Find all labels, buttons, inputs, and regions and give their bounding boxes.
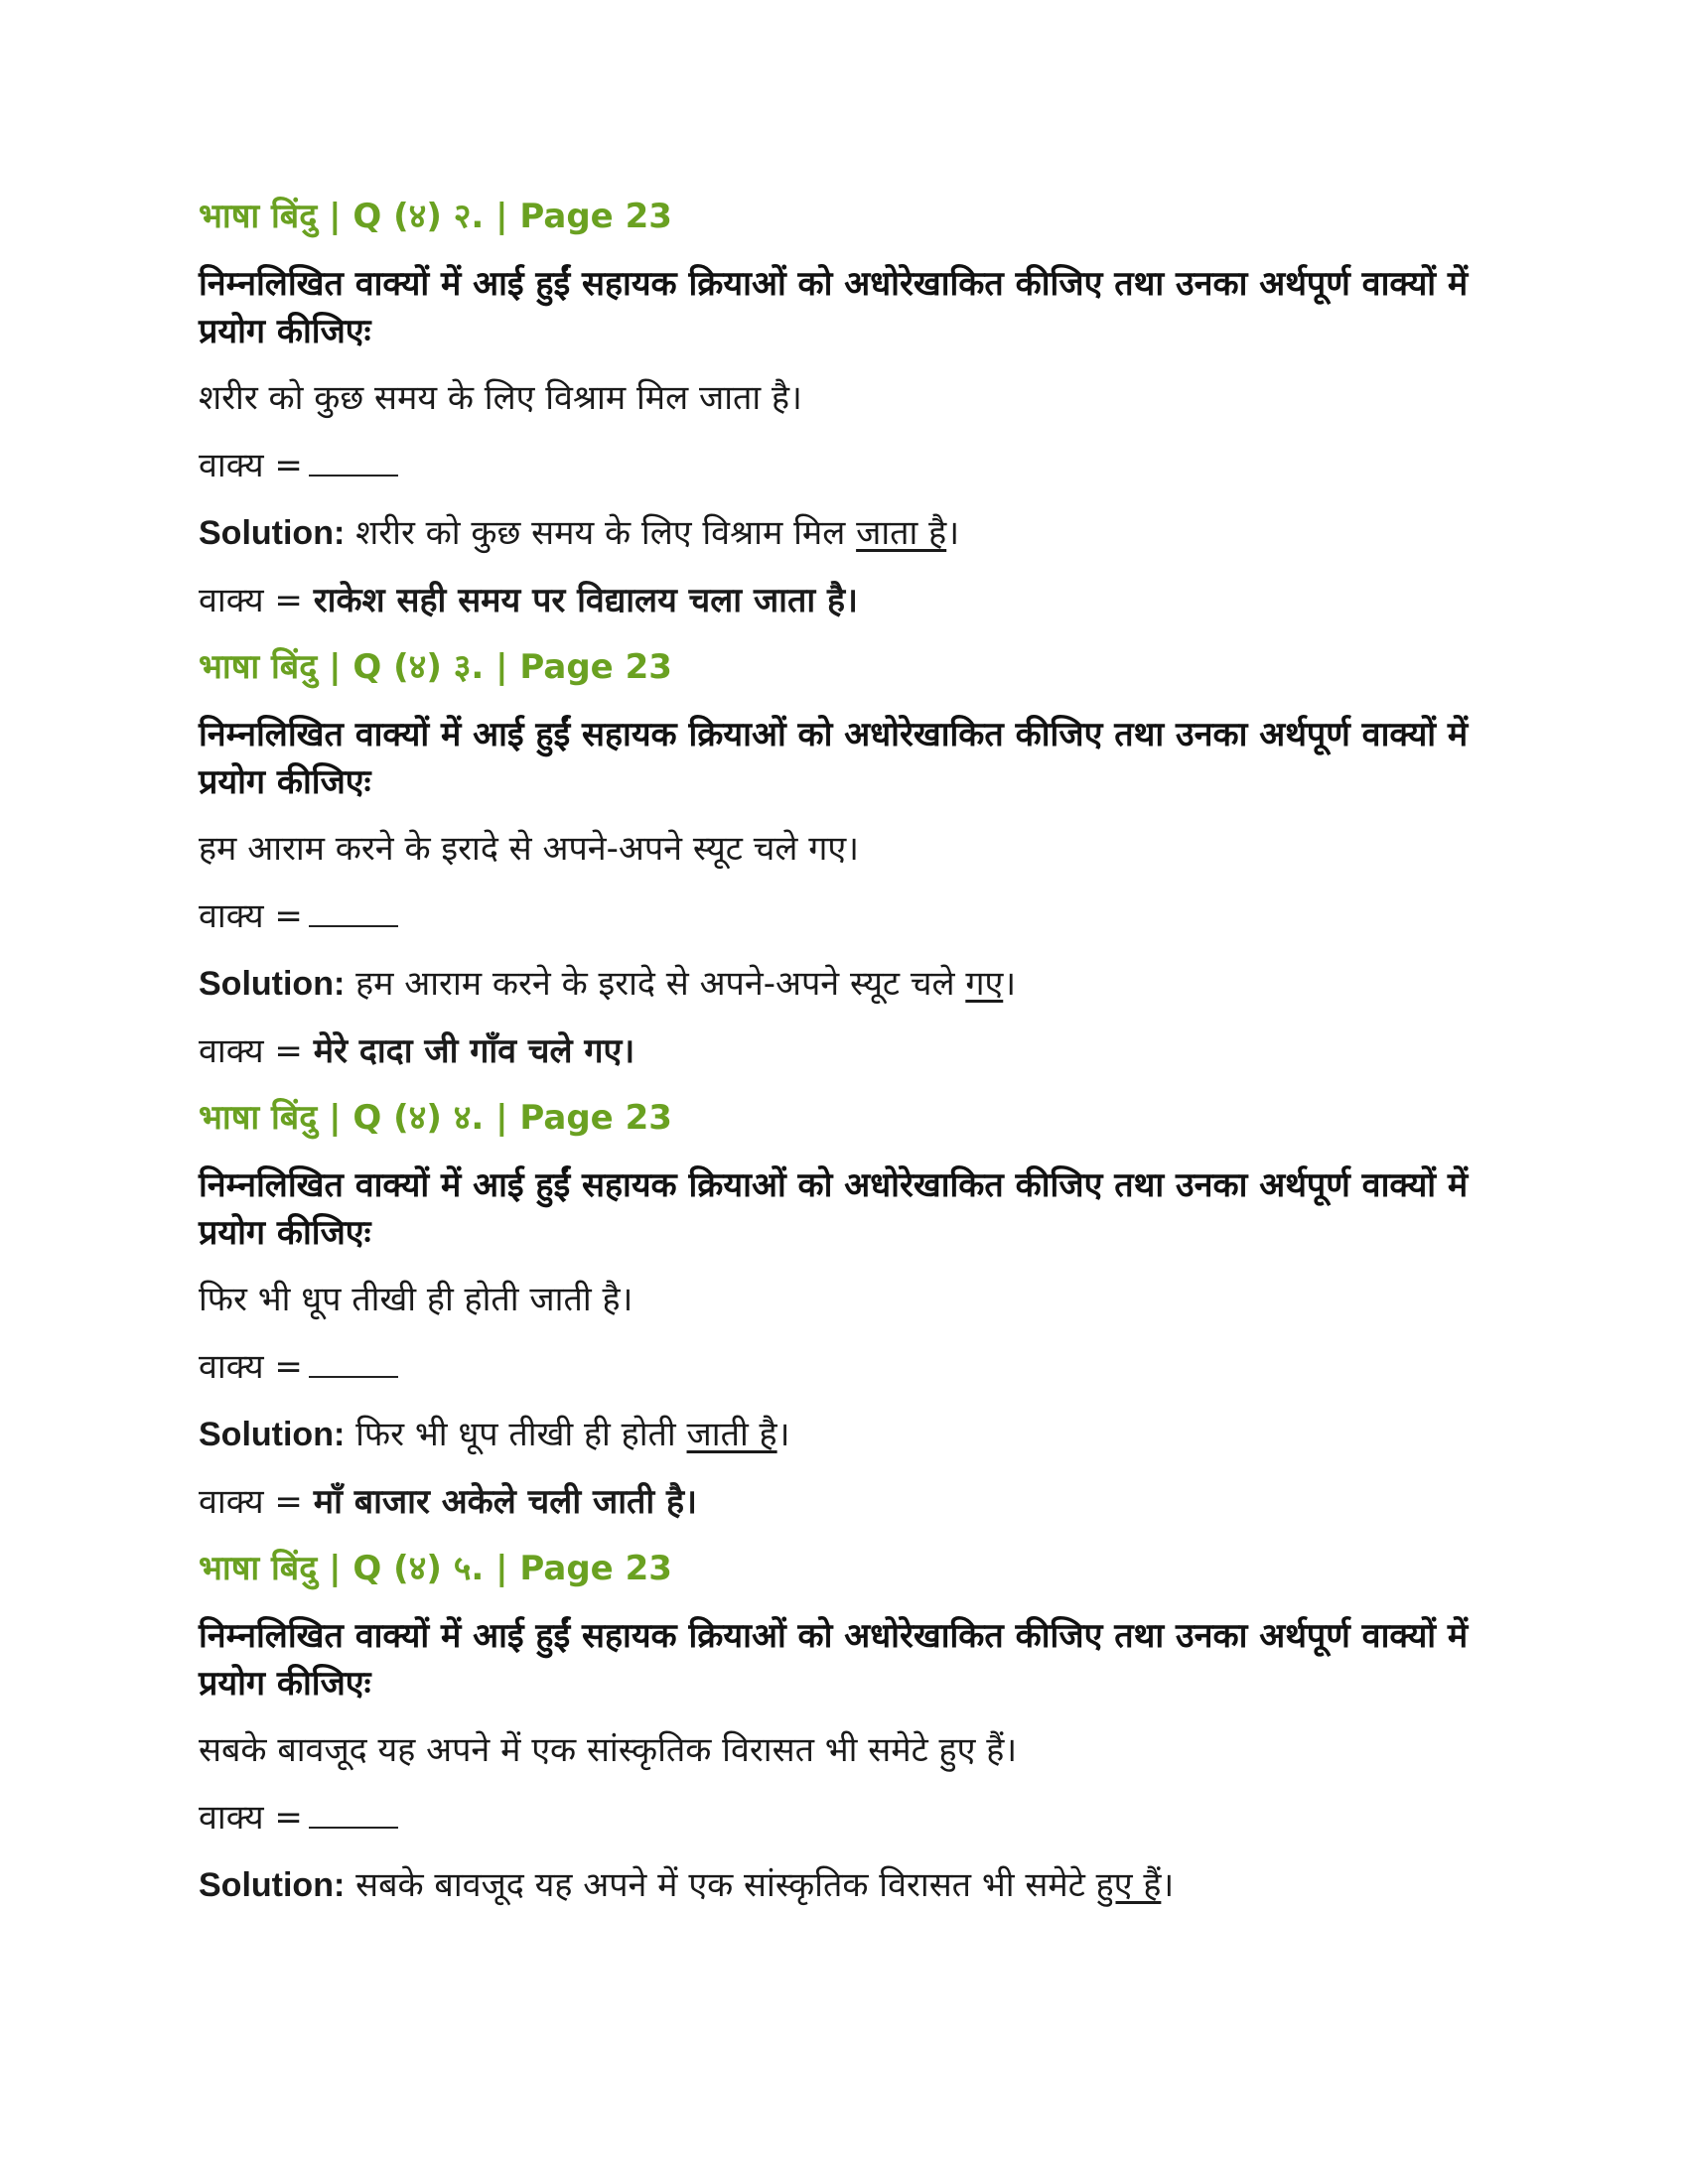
question-heading: भाषा बिंदु | Q (४) ५. | Page 23 (199, 1549, 672, 1588)
answer-label: वाक्य = (199, 1031, 303, 1071)
vakya-blank-line (199, 1795, 1489, 1841)
question-heading: भाषा बिंदु | Q (४) २. | Page 23 (199, 197, 672, 236)
question-heading: भाषा बिंदु | Q (४) ४. | Page 23 (199, 1098, 672, 1138)
answer-label: वाक्य = (199, 1482, 303, 1522)
question-instruction: निम्नलिखित वाक्यों में आई हुईं सहायक क्रियाओं को अधोरेखाकित कीजिए तथा उनका अर्थपूर्ण वाक्यों में प्रयोग कीजिएः (199, 1616, 1469, 1704)
answer-blank (309, 1797, 398, 1829)
answer-sentence: मेरे दादा जी गाँव चले गए। (313, 1031, 635, 1071)
question-sentence: हम आराम करने के इरादे से अपने-अपने स्यूट चले गए। (199, 829, 860, 869)
question-block (199, 195, 1489, 623)
question-block (199, 645, 1489, 1074)
vakya-blank-line (199, 443, 1489, 488)
vakya-label: वाक्य = (199, 896, 303, 936)
underlined-auxiliary-verb: जाती है (686, 1415, 777, 1454)
question-block (199, 1547, 1489, 1908)
solution-end: । (776, 1415, 790, 1454)
answer-line (199, 1028, 1489, 1074)
underlined-auxiliary-verb: हुए हैं (1095, 1865, 1162, 1905)
solution-text: शरीर को कुछ समय के लिए विश्राम मिल (355, 513, 846, 553)
vakya-label: वाक्य = (199, 1798, 303, 1838)
answer-label: वाक्य = (199, 581, 303, 620)
solution-line (199, 510, 1489, 556)
solution-label: Solution: (199, 965, 346, 1003)
document-page (199, 195, 1489, 1930)
answer-sentence: राकेश सही समय पर विद्यालय चला जाता है। (313, 581, 858, 620)
question-sentence: सबके बावजूद यह अपने में एक सांस्कृतिक विरासत भी समेटे हुए हैं। (199, 1730, 1018, 1770)
underlined-auxiliary-verb: जाता है (856, 513, 947, 553)
question-instruction: निम्नलिखित वाक्यों में आई हुईं सहायक क्रियाओं को अधोरेखाकित कीजिए तथा उनका अर्थपूर्ण वाक्यों में प्रयोग कीजिएः (199, 1165, 1469, 1253)
question-sentence: फिर भी धूप तीखी ही होती जाती है। (199, 1280, 633, 1319)
solution-line (199, 961, 1489, 1007)
solution-end: । (946, 513, 960, 553)
vakya-blank-line (199, 1344, 1489, 1390)
vakya-label: वाक्य = (199, 1347, 303, 1387)
answer-line (199, 1479, 1489, 1525)
answer-line (199, 578, 1489, 623)
answer-blank (309, 445, 398, 477)
answer-sentence: माँ बाजार अकेले चली जाती है। (313, 1482, 697, 1522)
solution-end: । (1003, 964, 1017, 1004)
vakya-label: वाक्य = (199, 446, 303, 485)
solution-label: Solution: (199, 1416, 346, 1453)
question-instruction: निम्नलिखित वाक्यों में आई हुईं सहायक क्रियाओं को अधोरेखाकित कीजिए तथा उनका अर्थपूर्ण वाक्यों में प्रयोग कीजिएः (199, 264, 1469, 351)
solution-text: सबके बावजूद यह अपने में एक सांस्कृतिक विरासत भी समेटे (355, 1865, 1085, 1905)
solution-end: । (1161, 1865, 1175, 1905)
answer-blank (309, 895, 398, 927)
vakya-blank-line (199, 893, 1489, 939)
question-sentence: शरीर को कुछ समय के लिए विश्राम मिल जाता है। (199, 378, 802, 418)
question-heading: भाषा बिंदु | Q (४) ३. | Page 23 (199, 647, 672, 687)
answer-blank (309, 1346, 398, 1378)
solution-text: फिर भी धूप तीखी ही होती (355, 1415, 676, 1454)
solution-label: Solution: (199, 514, 346, 552)
underlined-auxiliary-verb: गए (965, 964, 1004, 1004)
question-instruction: निम्नलिखित वाक्यों में आई हुईं सहायक क्रियाओं को अधोरेखाकित कीजिए तथा उनका अर्थपूर्ण वाक्यों में प्रयोग कीजिएः (199, 715, 1469, 802)
solution-text: हम आराम करने के इरादे से अपने-अपने स्यूट चले (355, 964, 955, 1004)
solution-line (199, 1862, 1489, 1908)
solution-label: Solution: (199, 1866, 346, 1904)
solution-line (199, 1412, 1489, 1457)
question-block (199, 1096, 1489, 1525)
